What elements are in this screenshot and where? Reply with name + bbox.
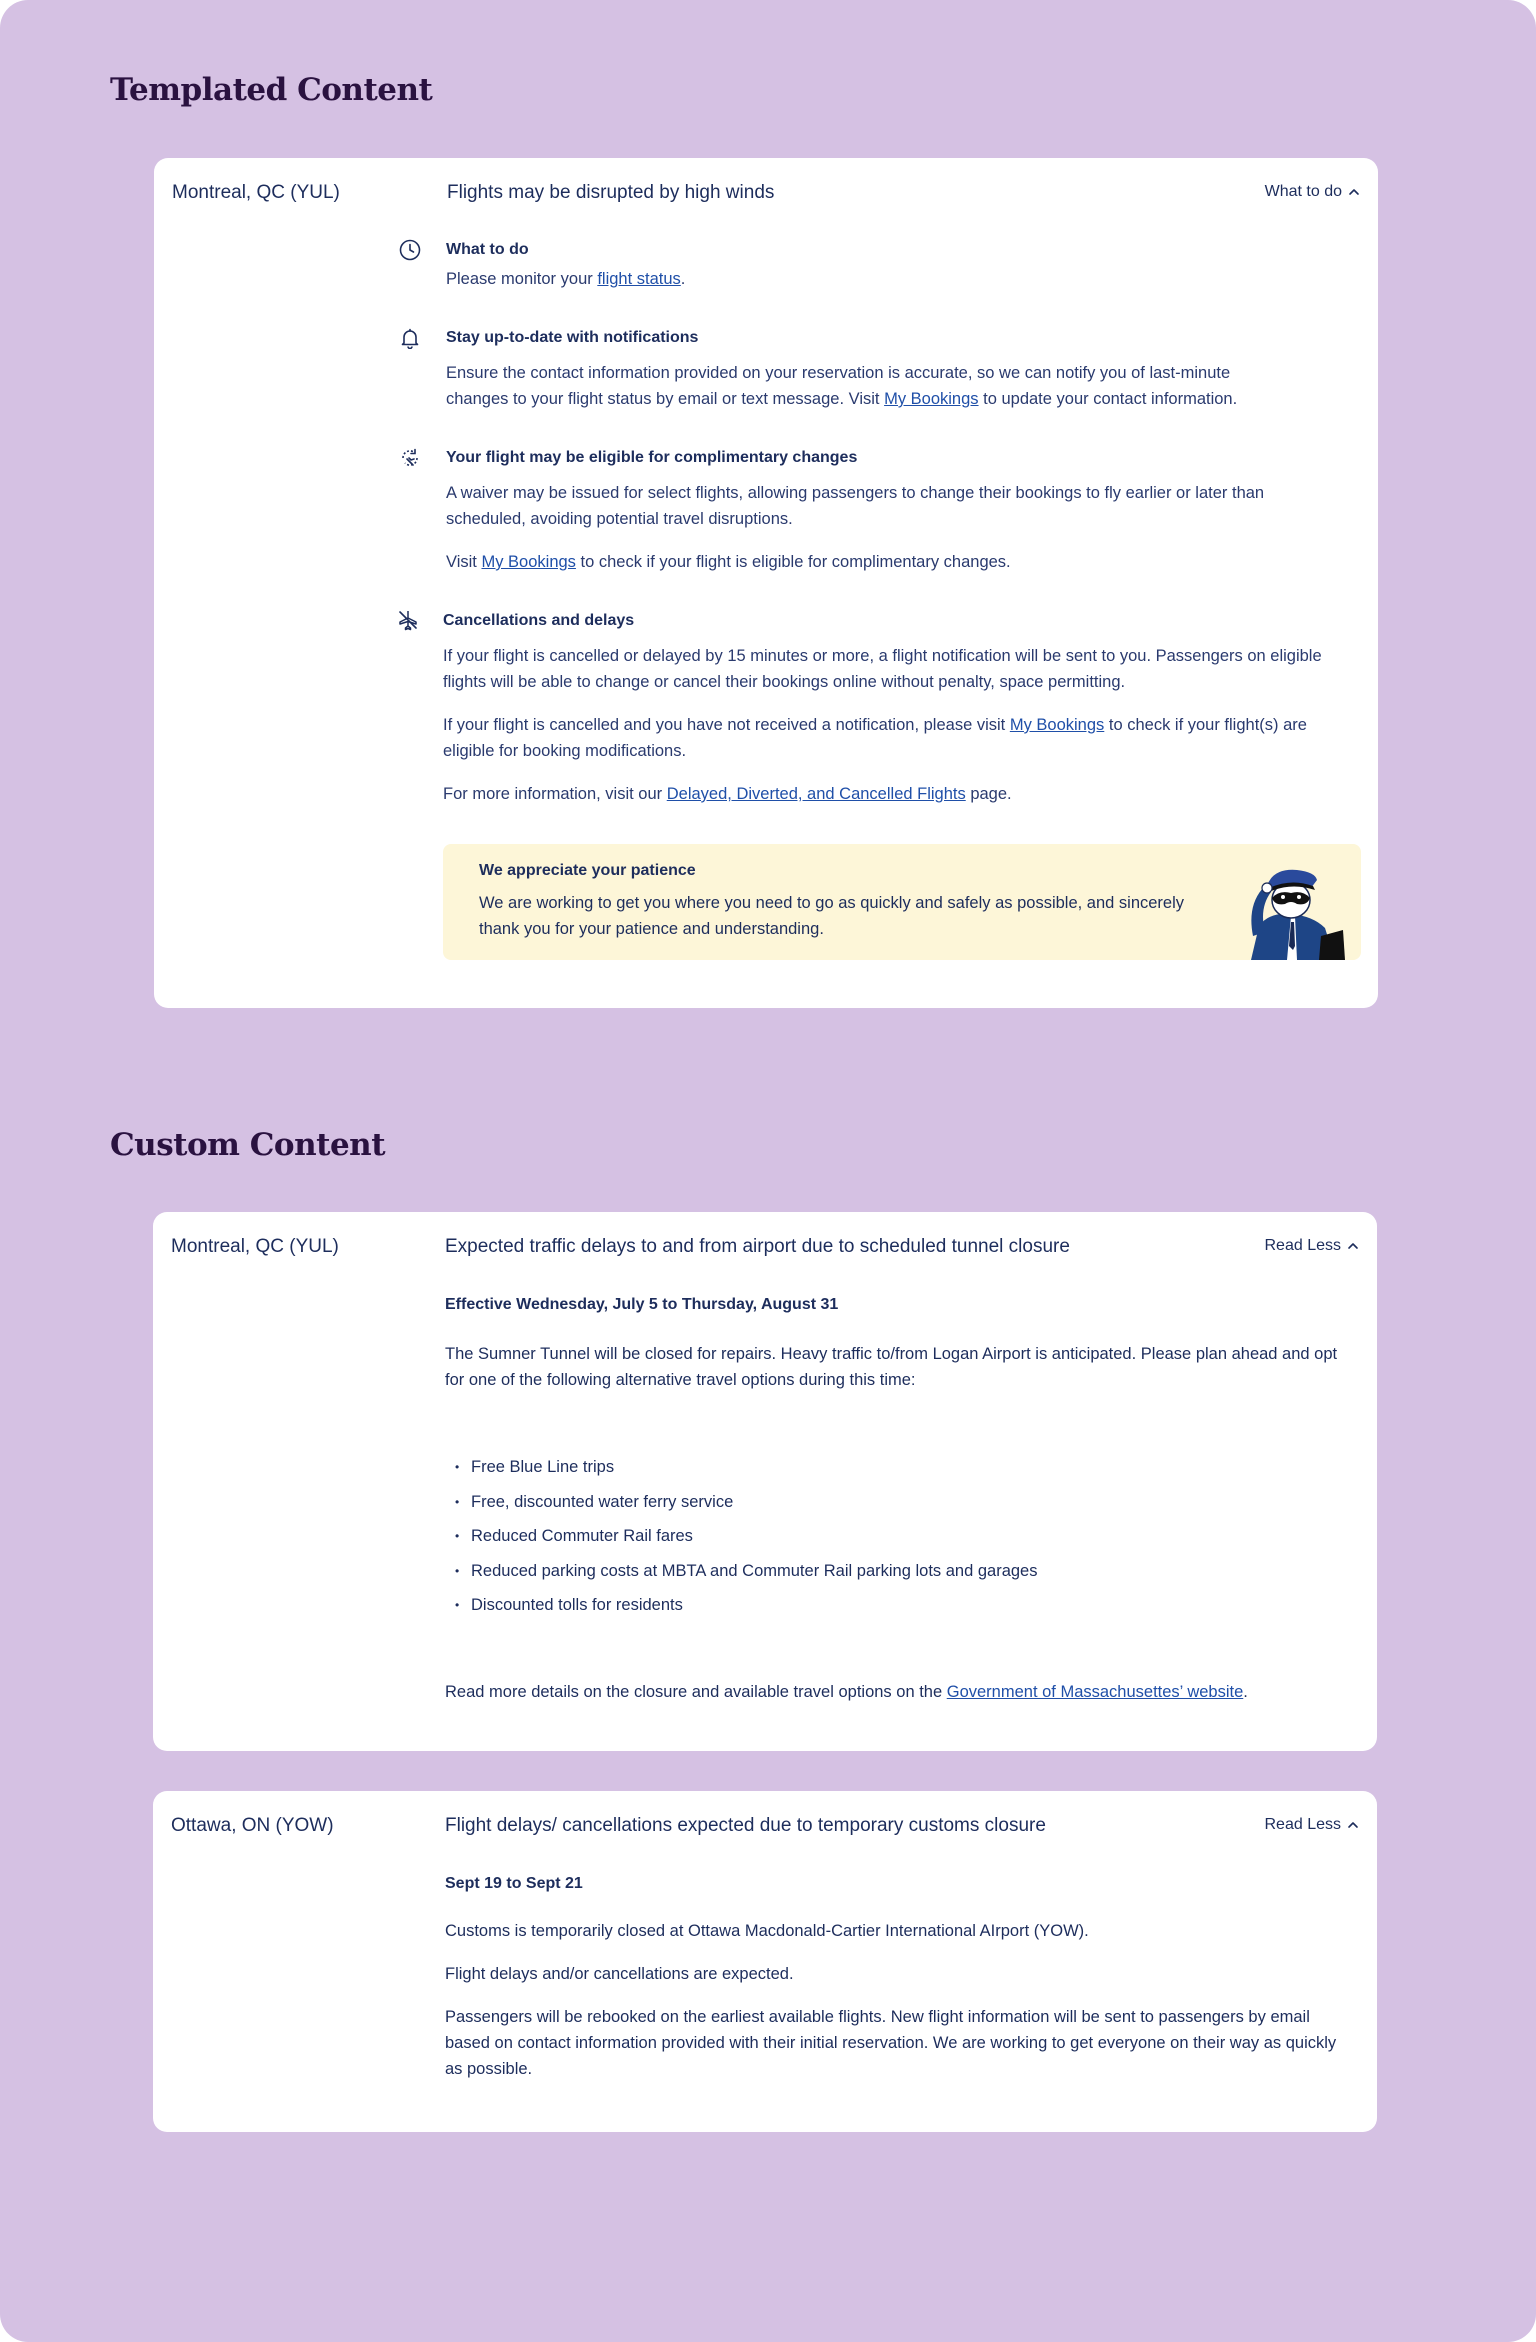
- patience-notice: [443, 844, 1361, 960]
- chevron-up-icon: [1348, 186, 1360, 198]
- my-bookings-link[interactable]: My Bookings: [1009, 716, 1105, 734]
- plane-cancelled-icon: [397, 609, 419, 631]
- what-to-do-heading: What to do: [446, 241, 529, 258]
- complimentary-heading: Your flight may be eligible for complimentary changes: [446, 449, 858, 466]
- notice-text: We are working to get you where you need to go as quickly and safely as possible, and sincerely thank you for your patience and understanding.: [479, 894, 1185, 938]
- card-headline: Expected traffic delays to and from airport due to scheduled tunnel closure: [445, 1236, 1070, 1257]
- notifications-heading: Stay up-to-date with notifications: [446, 329, 699, 346]
- tunnel-closure-body: [445, 1295, 1355, 1705]
- notice-heading: We appreciate your patience: [479, 862, 696, 879]
- flight-status-link[interactable]: flight status: [597, 270, 681, 288]
- cancellations-para-3: For more information, visit our Delayed, Diverted, and Cancelled Flights page.: [443, 785, 1012, 803]
- list-item: • Free Blue Line trips: [455, 1458, 615, 1476]
- alternative-options-list: [445, 1450, 1355, 1623]
- read-less-toggle[interactable]: [1265, 1816, 1360, 1834]
- customs-para-3: Passengers will be rebooked on the earliest available flights. New flight information will be sent to passengers by email based on contact information provided with their initial reservation. We are working to get everyone on their way as quickly as possible.: [445, 2008, 1337, 2078]
- list-item: • Discounted tolls for residents: [455, 1596, 683, 1614]
- card-location: Montreal, QC (YUL): [171, 1236, 339, 1257]
- cancellations-heading: Cancellations and delays: [443, 612, 635, 629]
- complimentary-changes-block: [446, 448, 1346, 575]
- chevron-up-icon: [1347, 1819, 1359, 1831]
- notifications-text: Ensure the contact information provided on your reservation is accurate, so we can notify you of last-minute changes to your flight status by email or text message. Visit My Bookings to update your contact information.: [446, 364, 1238, 408]
- card-headline: Flight delays/ cancellations expected due to temporary customs closure: [445, 1815, 1046, 1836]
- list-item: • Free, discounted water ferry service: [455, 1492, 734, 1511]
- card-location: Ottawa, ON (YOW): [171, 1815, 334, 1836]
- effective-dates: Effective Wednesday, July 5 to Thursday, August 31: [445, 1296, 839, 1313]
- templated-alert-card: [154, 158, 1378, 1008]
- card-location: Montreal, QC (YUL): [172, 182, 340, 203]
- toggle-label: Read Less: [1264, 1237, 1341, 1254]
- list-item: • Reduced parking costs at MBTA and Commuter Rail parking lots and garages: [455, 1561, 1038, 1580]
- cancellations-para-1: If your flight is cancelled or delayed by 15 minutes or more, a flight notification will be sent to you. Passengers on eligible flights will be able to change or cancel their bookings online without penalty, space permitting.: [443, 647, 1322, 691]
- what-to-do-text: Please monitor your flight status.: [446, 270, 686, 288]
- cancellations-para-2: If your flight is cancelled and you have not received a notification, please visit My Bookings to check if your flight(s) are eligible for booking modifications.: [443, 716, 1307, 760]
- what-to-do-toggle[interactable]: [1265, 183, 1360, 201]
- my-bookings-link[interactable]: My Bookings: [481, 553, 576, 571]
- government-website-link[interactable]: Government of Massachusettes’ website: [946, 1682, 1244, 1701]
- customs-para-2: Flight delays and/or cancellations are expected.: [445, 1965, 794, 1983]
- closure-dates: Sept 19 to Sept 21: [445, 1875, 583, 1892]
- toggle-label: What to do: [1264, 183, 1342, 200]
- tunnel-para-1: The Sumner Tunnel will be closed for repairs. Heavy traffic to/from Logan Airport is anticipated. Please plan ahead and opt for one of the following alternative travel options during this time:: [445, 1345, 1338, 1389]
- templated-section-title: Templated Content: [110, 72, 433, 108]
- chevron-up-icon: [1347, 1240, 1359, 1252]
- complimentary-para-2: Visit My Bookings to check if your flight is eligible for complimentary changes.: [446, 553, 1011, 571]
- toggle-label: Read Less: [1264, 1816, 1341, 1833]
- list-item: • Reduced Commuter Rail fares: [455, 1527, 693, 1545]
- custom-alert-card-customs: [153, 1791, 1377, 2132]
- saluting-pilot-illustration: [1239, 866, 1349, 960]
- notifications-block: [446, 328, 1346, 412]
- complimentary-para-1: A waiver may be issued for select flights, allowing passengers to change their bookings to fly earlier or later than scheduled, avoiding potential travel disruptions.: [446, 484, 1265, 528]
- custom-section-title: Custom Content: [110, 1127, 386, 1163]
- card-headline: Flights may be disrupted by high winds: [447, 182, 775, 203]
- tunnel-closing-text: Read more details on the closure and available travel options on the Government of Massachusettes’ website.: [445, 1682, 1248, 1701]
- cancellations-block: [443, 611, 1348, 807]
- plane-change-icon: [399, 447, 421, 469]
- read-less-toggle[interactable]: [1265, 1237, 1360, 1255]
- delayed-diverted-cancelled-link[interactable]: Delayed, Diverted, and Cancelled Flights: [666, 785, 966, 803]
- customs-para-1: Customs is temporarily closed at Ottawa Macdonald-Cartier International AIrport (YOW).: [445, 1922, 1089, 1940]
- customs-closure-body: [445, 1874, 1355, 2082]
- bell-icon: [399, 327, 421, 349]
- custom-alert-card-tunnel: [153, 1212, 1377, 1751]
- clock-icon: [399, 239, 421, 261]
- my-bookings-link[interactable]: My Bookings: [884, 390, 979, 408]
- what-to-do-block: [446, 240, 1346, 292]
